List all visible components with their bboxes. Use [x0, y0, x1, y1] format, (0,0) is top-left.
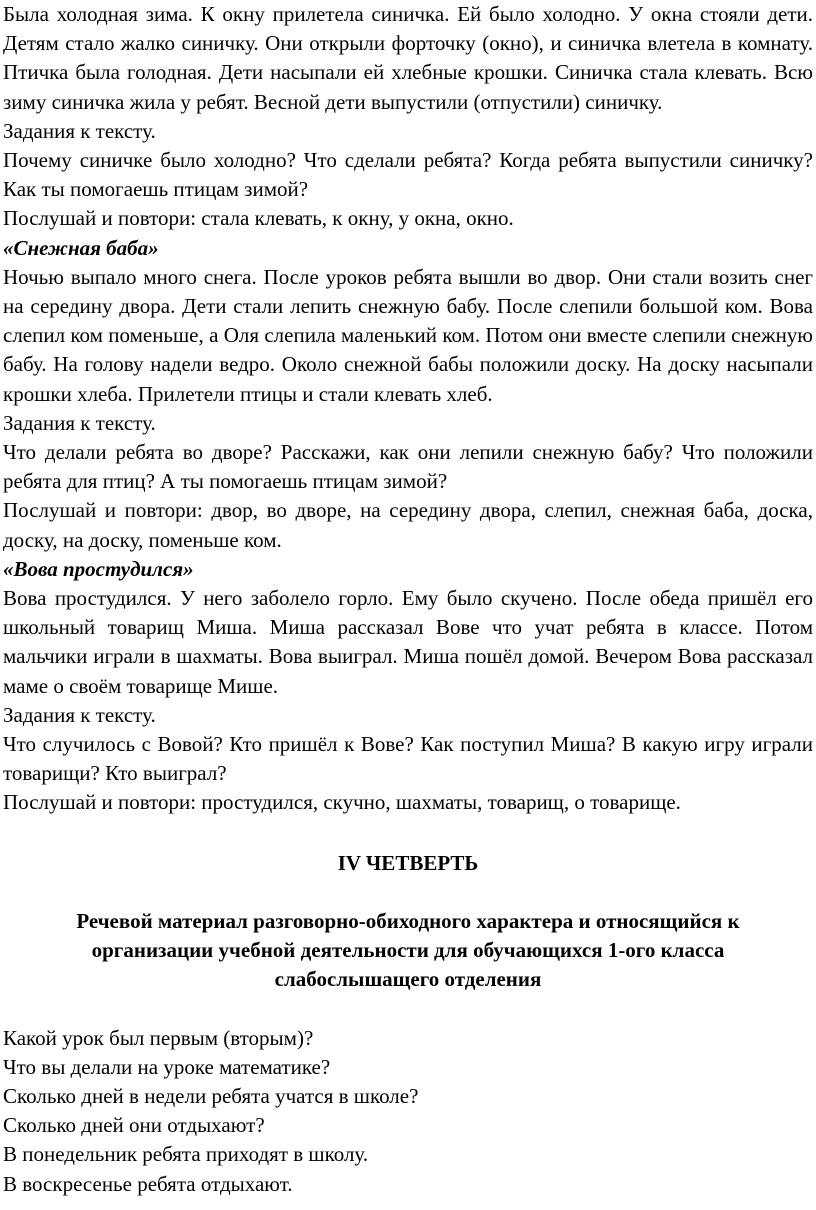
story-1-questions: Почему синичке было холодно? Что сделали ребята? Когда ребята выпустили синичку? Как ты помогаешь птицам зимой?: [3, 148, 813, 202]
phrase-item: Какой урок был первым (вторым)?: [3, 1025, 314, 1050]
story-1-tasks-label: Задания к тексту.: [3, 118, 156, 143]
quarter-heading: IV ЧЕТВЕРТЬ: [337, 850, 479, 875]
phrase-item: Что вы делали на уроке математике?: [3, 1054, 331, 1079]
phrase-item: В понедельник ребята приходят в школу.: [3, 1142, 369, 1167]
phrase-item: В воскресенье ребята отдыхают.: [3, 1171, 293, 1196]
story-3-questions: Что случилось с Вовой? Кто пришёл к Вове? Как поступил Миша? В какую игру играли товарищи? Кто выиграл?: [3, 732, 813, 786]
story-2-repeat: Послушай и повтори: двор, во дворе, на середину двора, слепил, снежная баба, доска, доску, на доску, поменьше ком.: [3, 498, 813, 552]
story-1-repeat: Послушай и повтори: стала клевать, к окну, у окна, окно.: [3, 206, 514, 231]
story-1-text: Была холодная зима. К окну прилетела синичка. Ей было холодно. У окна стояли дети. Детям стало жалко синичку. Они открыли форточку (окно), и синичка влетела в комнату. Птичка была голодная. Дети насыпали ей хлебные крошки. Синичка стала клевать. Всю зиму синичка жила у ребят. Весной дети выпустили (отпустили) синичку.: [3, 2, 813, 114]
story-2-questions: Что делали ребята во дворе? Расскажи, как они лепили снежную бабу? Что положили ребята для птиц? А ты помогаешь птицам зимой?: [3, 440, 813, 494]
story-3-title: «Вова простудился»: [3, 556, 194, 581]
phrase-list: [3, 1024, 813, 1199]
phrase-item: Сколько дней они отдыхают?: [3, 1113, 265, 1138]
story-3-repeat: Послушай и повтори: простудился, скучно, шахматы, товарищ, о товарище.: [3, 790, 681, 815]
story-3-tasks-label: Задания к тексту.: [3, 702, 156, 727]
phrase-item: Сколько дней в недели ребята учатся в школе?: [3, 1083, 419, 1108]
story-2-title: «Снежная баба»: [3, 235, 159, 260]
section-heading: Речевой материал разговорно-обиходного характера и относящийся к организации учебной деятельности для обучающихся 1-ого класса слабослышащего отделения: [76, 908, 740, 992]
story-2-tasks-label: Задания к тексту.: [3, 410, 156, 435]
story-2-text: Ночью выпало много снега. После уроков ребята вышли во двор. Они стали возить снег на середину двора. Дети стали лепить снежную бабу. После слепили большой ком. Вова слепил ком поменьше, а Оля слепила маленький ком. Потом они вместе слепили снежную бабу. На голову надели ведро. Около снежной бабы положили доску. На доску насыпали крошки хлеба. Прилетели птицы и стали клевать хлеб.: [3, 264, 813, 406]
document-page: [3, 0, 813, 1199]
story-3-text: Вова простудился. У него заболело горло. Ему было скучено. После обеда пришёл его школьный товарищ Миша. Миша рассказал Вове что учат ребята в классе. Потом мальчики играли в шахматы. Вова выиграл. Миша пошёл домой. Вечером Вова рассказал маме о своём товарище Мише.: [3, 586, 813, 698]
